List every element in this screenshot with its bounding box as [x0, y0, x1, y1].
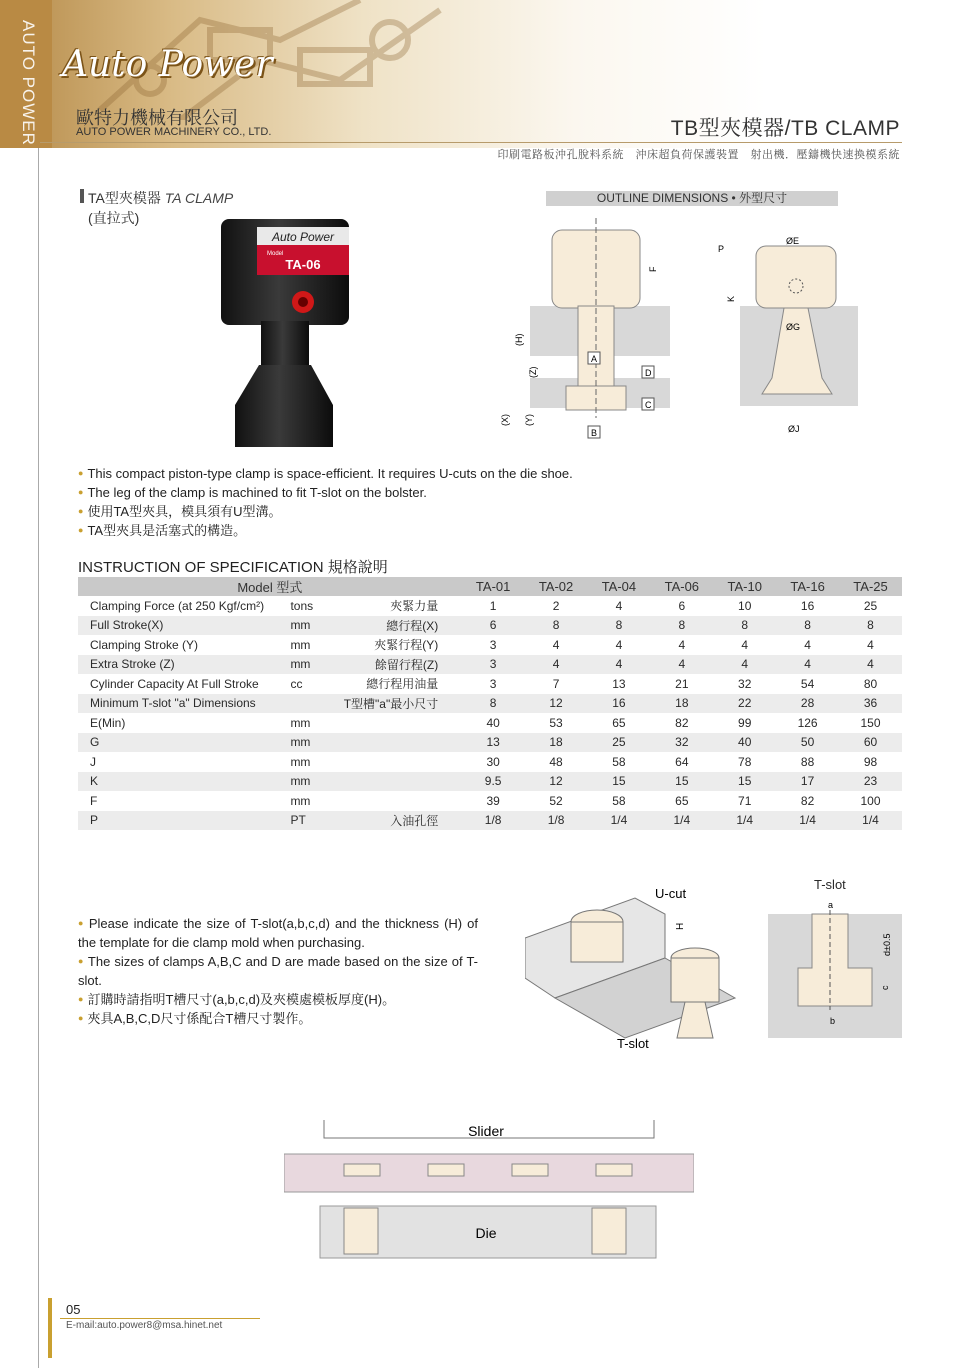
- spec-value: 1: [489, 598, 497, 613]
- dim-Z: (Z): [528, 366, 538, 378]
- label-logo: Auto Power: [271, 230, 335, 244]
- tslot-b: b: [830, 1016, 836, 1026]
- spec-value: 15: [587, 772, 650, 792]
- spec-value: 82: [675, 715, 689, 730]
- feature-item: ● This compact piston-type clamp is space-efficient. It requires U-cuts on the die shoe.: [78, 464, 898, 483]
- order-note: ● Please indicate the size of T-slot(a,b,c,d) and the thickness (H) of the template for die clamp mold when purchasing.: [78, 914, 478, 952]
- spec-value: 1/4: [650, 811, 713, 831]
- spec-name-zh: 夾緊力量: [390, 599, 439, 614]
- tslot-detail: [768, 896, 902, 1038]
- spec-value: 4: [587, 655, 650, 675]
- h-label: H: [675, 922, 686, 930]
- model-header: TA-02: [525, 577, 588, 596]
- spec-value: 17: [776, 772, 839, 792]
- spec-table: [78, 577, 902, 830]
- spec-value: 82: [800, 793, 815, 808]
- spec-name-zh: [340, 733, 442, 753]
- spec-name: G: [78, 733, 290, 753]
- side-brand-text: AUTO POWER: [19, 20, 38, 146]
- footer-divider: [60, 1318, 260, 1319]
- clamp-leg: [261, 321, 309, 371]
- spec-gap: [442, 811, 461, 831]
- spec-unit: mm: [290, 715, 311, 730]
- spec-name-zh: [340, 713, 442, 733]
- spec-value: 32: [738, 676, 752, 691]
- spec-name: Full Stroke(X): [78, 616, 290, 636]
- spec-name-zh: T型槽"a"最小尺寸: [340, 694, 442, 714]
- spec-row: [78, 733, 902, 753]
- spec-value: 3: [462, 655, 525, 675]
- product-title-zh: TA型夾模器: [88, 190, 161, 206]
- spec-name: F: [90, 793, 98, 808]
- spec-gap: [442, 733, 461, 753]
- spec-name: J: [90, 754, 96, 769]
- spec-value: 88: [800, 754, 815, 769]
- spec-name: Clamping Stroke (Y): [90, 637, 199, 652]
- spec-value: 32: [650, 733, 713, 753]
- spec-body: [78, 596, 902, 830]
- spec-value: 4: [776, 655, 839, 675]
- model-header: TA-01: [462, 577, 525, 596]
- spec-value: 25: [863, 598, 878, 613]
- dim-B: B: [591, 428, 598, 438]
- left-rule: [38, 148, 39, 1368]
- header-divider: [40, 142, 902, 143]
- order-note: ● The sizes of clamps A,B,C and D are made based on the size of T-slot.: [78, 952, 478, 990]
- spec-value: 40: [486, 715, 500, 730]
- model-header: TA-16: [776, 577, 839, 596]
- brand-logo: Auto Power: [62, 44, 273, 85]
- spec-value: 3: [489, 637, 497, 652]
- page-subtitle: 印刷電路板沖孔脫料系統 沖床超負荷保護裝置 射出機．壓鑄機快速換模系統: [497, 149, 900, 161]
- spec-unit: cc: [290, 676, 303, 691]
- spec-gap: [442, 791, 461, 811]
- spec-row: [78, 655, 902, 675]
- spec-gap: [442, 713, 461, 733]
- dim-G: ØG: [786, 322, 801, 332]
- spec-value: 22: [713, 694, 776, 714]
- label-model: TA-06: [285, 257, 321, 272]
- spec-name: E(Min): [90, 715, 126, 730]
- spec-value: 10: [738, 598, 752, 613]
- spec-row: [78, 596, 902, 616]
- spec-name-zh: [340, 791, 442, 811]
- spec-row: [78, 772, 902, 792]
- spec-header-label: Model 型式: [78, 577, 462, 596]
- dim-H: (H): [514, 333, 524, 346]
- company-name-zh: 歐特力機械有限公司: [76, 108, 238, 128]
- spec-row: [78, 635, 902, 655]
- tslot-label: T-slot: [617, 1036, 649, 1051]
- model-header: TA-04: [587, 577, 650, 596]
- page-number: 05: [66, 1302, 81, 1317]
- dim-C: C: [645, 400, 652, 410]
- spec-value: 98: [863, 754, 878, 769]
- spec-gap: [442, 752, 461, 772]
- slider-label: Slider: [468, 1123, 504, 1139]
- dim-P: P: [718, 244, 725, 254]
- spec-name: P: [78, 811, 290, 831]
- order-notes: [78, 914, 478, 1028]
- ucut-label: U-cut: [655, 886, 687, 901]
- spec-value: 126: [797, 715, 818, 730]
- spec-value: 65: [612, 715, 626, 730]
- spec-value: 13: [462, 733, 525, 753]
- spec-value: 23: [839, 772, 902, 792]
- spec-unit: [290, 694, 339, 714]
- spec-value: 80: [863, 676, 878, 691]
- spec-value: 4: [615, 637, 623, 652]
- spec-value: 30: [486, 754, 500, 769]
- dim-X: (X): [500, 414, 510, 426]
- spec-value: 16: [587, 694, 650, 714]
- tslot-title: T-slot: [814, 877, 846, 892]
- spec-value: 50: [776, 733, 839, 753]
- spec-name-zh: [340, 772, 442, 792]
- footer-bar: [48, 1298, 52, 1358]
- spec-value: 15: [650, 772, 713, 792]
- spec-value: 15: [713, 772, 776, 792]
- tslot-d: d±0.5: [882, 933, 892, 956]
- feature-item: ● TA型夾具是活塞式的構造。: [78, 521, 898, 540]
- spec-value: 8: [776, 616, 839, 636]
- spec-value: 8: [525, 616, 588, 636]
- spec-value: 4: [525, 655, 588, 675]
- spec-unit: mm: [290, 655, 339, 675]
- clamp-2: [671, 958, 719, 1002]
- spec-value: 16: [800, 598, 815, 613]
- spec-value: 4: [678, 637, 686, 652]
- spec-value: 18: [525, 733, 588, 753]
- tslot-c: c: [880, 985, 890, 990]
- outline-header: OUTLINE DIMENSIONS • 外型尺寸: [546, 191, 838, 206]
- spec-value: 18: [650, 694, 713, 714]
- spec-value: 1/4: [713, 811, 776, 831]
- spec-value: 78: [738, 754, 752, 769]
- spec-value: 71: [738, 793, 752, 808]
- feature-list: [78, 464, 898, 540]
- contact-email: E-mail:auto.power8@msa.hinet.net: [66, 1320, 223, 1331]
- spec-header-row: [78, 577, 902, 596]
- spec-row: [78, 811, 902, 831]
- spec-gap: [442, 772, 461, 792]
- spec-name-zh: 總行程用油量: [366, 677, 439, 692]
- spec-gap: [442, 635, 461, 655]
- spec-unit: mm: [290, 754, 311, 769]
- ucut-diagram: [525, 878, 750, 1068]
- feature-item: ● 使用TA型夾具，模具須有U型溝。: [78, 502, 898, 521]
- spec-value: 65: [675, 793, 689, 808]
- spec-value: 40: [713, 733, 776, 753]
- dim-A: A: [591, 354, 598, 364]
- label-model-caption: Model: [267, 251, 284, 257]
- page-title: TB型夾模器/TB CLAMP: [670, 117, 900, 140]
- spec-value: 60: [839, 733, 902, 753]
- spec-unit: mm: [290, 616, 339, 636]
- spec-name-zh: [340, 752, 442, 772]
- outline-drawing: [500, 218, 860, 448]
- product-subtitle: (直拉式): [88, 210, 140, 226]
- spec-value: 100: [860, 793, 881, 808]
- spec-value: 58: [612, 754, 626, 769]
- spec-name: Minimum T-slot "a" Dimensions: [78, 694, 290, 714]
- spec-value: 8: [713, 616, 776, 636]
- dim-F: F: [648, 266, 658, 272]
- company-name-en: AUTO POWER MACHINERY CO., LTD.: [76, 126, 272, 138]
- die-label: Die: [475, 1225, 497, 1241]
- spec-value: 4: [839, 655, 902, 675]
- dim-Y: (Y): [524, 414, 534, 426]
- spec-row: [78, 752, 902, 772]
- dim-K: K: [726, 295, 736, 302]
- spec-value: 54: [800, 676, 815, 691]
- model-header: TA-06: [650, 577, 713, 596]
- spec-value: 99: [738, 715, 752, 730]
- spec-value: 52: [549, 793, 563, 808]
- spec-name-zh: 入油孔徑: [340, 811, 442, 831]
- spec-value: 8: [462, 694, 525, 714]
- press-clamp-right: [592, 1208, 626, 1254]
- spec-title: INSTRUCTION OF SPECIFICATION 規格說明: [78, 559, 388, 576]
- spec-name: Extra Stroke (Z): [78, 655, 290, 675]
- spec-unit: mm: [290, 733, 339, 753]
- spec-value: 58: [612, 793, 626, 808]
- spec-value: 28: [776, 694, 839, 714]
- spec-value: 6: [678, 598, 686, 613]
- spec-gap: [442, 694, 461, 714]
- spec-unit: tons: [290, 598, 314, 613]
- dim-D: D: [645, 368, 652, 378]
- model-header: TA-10: [713, 577, 776, 596]
- spec-value: 25: [587, 733, 650, 753]
- spec-name-zh: 夾緊行程(Y): [374, 638, 439, 653]
- spec-value: 39: [486, 793, 500, 808]
- model-header: TA-25: [839, 577, 902, 596]
- spec-value: 12: [525, 772, 588, 792]
- spec-name: K: [78, 772, 290, 792]
- spec-gap: [442, 655, 461, 675]
- order-note: ● 夾具A,B,C,D尺寸係配合T槽尺寸製作。: [78, 1009, 478, 1028]
- dim-J: ØJ: [788, 424, 800, 434]
- spec-value: 9.5: [462, 772, 525, 792]
- tslot-a: a: [828, 900, 834, 910]
- spec-value: 21: [675, 676, 689, 691]
- product-title: [80, 188, 233, 208]
- spec-unit: mm: [290, 793, 311, 808]
- spec-row: [78, 674, 902, 694]
- spec-value: 6: [462, 616, 525, 636]
- spec-value: 8: [650, 616, 713, 636]
- spec-gap: [442, 596, 461, 616]
- spec-gap: [442, 674, 461, 694]
- press-diagram: [284, 1120, 694, 1260]
- spec-row: [78, 791, 902, 811]
- spec-value: 64: [675, 754, 689, 769]
- spec-value: 13: [612, 676, 626, 691]
- spec-row: [78, 694, 902, 714]
- spec-value: 1/8: [525, 811, 588, 831]
- spec-value: 7: [552, 676, 560, 691]
- spec-value: 1/4: [587, 811, 650, 831]
- spec-value: 1/8: [462, 811, 525, 831]
- dim-E: ØE: [786, 236, 800, 246]
- spec-unit: PT: [290, 811, 339, 831]
- spec-value: 4: [713, 655, 776, 675]
- spec-value: 8: [839, 616, 902, 636]
- clamp-1: [571, 922, 623, 962]
- spec-value: 4: [804, 637, 811, 652]
- spec-value: 4: [552, 637, 560, 652]
- spec-value: 4: [867, 637, 874, 652]
- press-clamp-left: [344, 1208, 378, 1254]
- spec-value: 48: [549, 754, 563, 769]
- spec-value: 4: [615, 598, 623, 613]
- spec-value: 12: [525, 694, 588, 714]
- spec-value: 1/4: [776, 811, 839, 831]
- spec-row: [78, 616, 902, 636]
- product-title-en: TA CLAMP: [164, 190, 234, 206]
- spec-value: 150: [860, 715, 881, 730]
- spec-name: Cylinder Capacity At Full Stroke: [90, 676, 259, 691]
- feature-item: ● The leg of the clamp is machined to fit T-slot on the bolster.: [78, 483, 898, 502]
- spec-value: 4: [650, 655, 713, 675]
- cyl-front: [756, 246, 836, 308]
- spec-value: 4: [741, 637, 749, 652]
- spec-gap: [442, 616, 461, 636]
- spec-value: 53: [549, 715, 563, 730]
- spec-value: 1/4: [839, 811, 902, 831]
- spec-value: 3: [489, 676, 497, 691]
- spec-unit: mm: [290, 772, 339, 792]
- spec-unit: mm: [290, 637, 311, 652]
- spec-value: 2: [552, 598, 560, 613]
- spec-name: Clamping Force (at 250 Kgf/cm²): [90, 598, 265, 613]
- spec-name-zh: 總行程(X): [340, 616, 442, 636]
- order-note: ● 訂購時請指明T槽尺寸(a,b,c,d)及夾模處模板厚度(H)。: [78, 990, 478, 1009]
- spec-value: 8: [587, 616, 650, 636]
- spec-row: [78, 713, 902, 733]
- clamp-foot: [235, 365, 333, 447]
- clamp-photo: [215, 215, 355, 455]
- spec-name-zh: 餘留行程(Z): [340, 655, 442, 675]
- spec-value: 36: [839, 694, 902, 714]
